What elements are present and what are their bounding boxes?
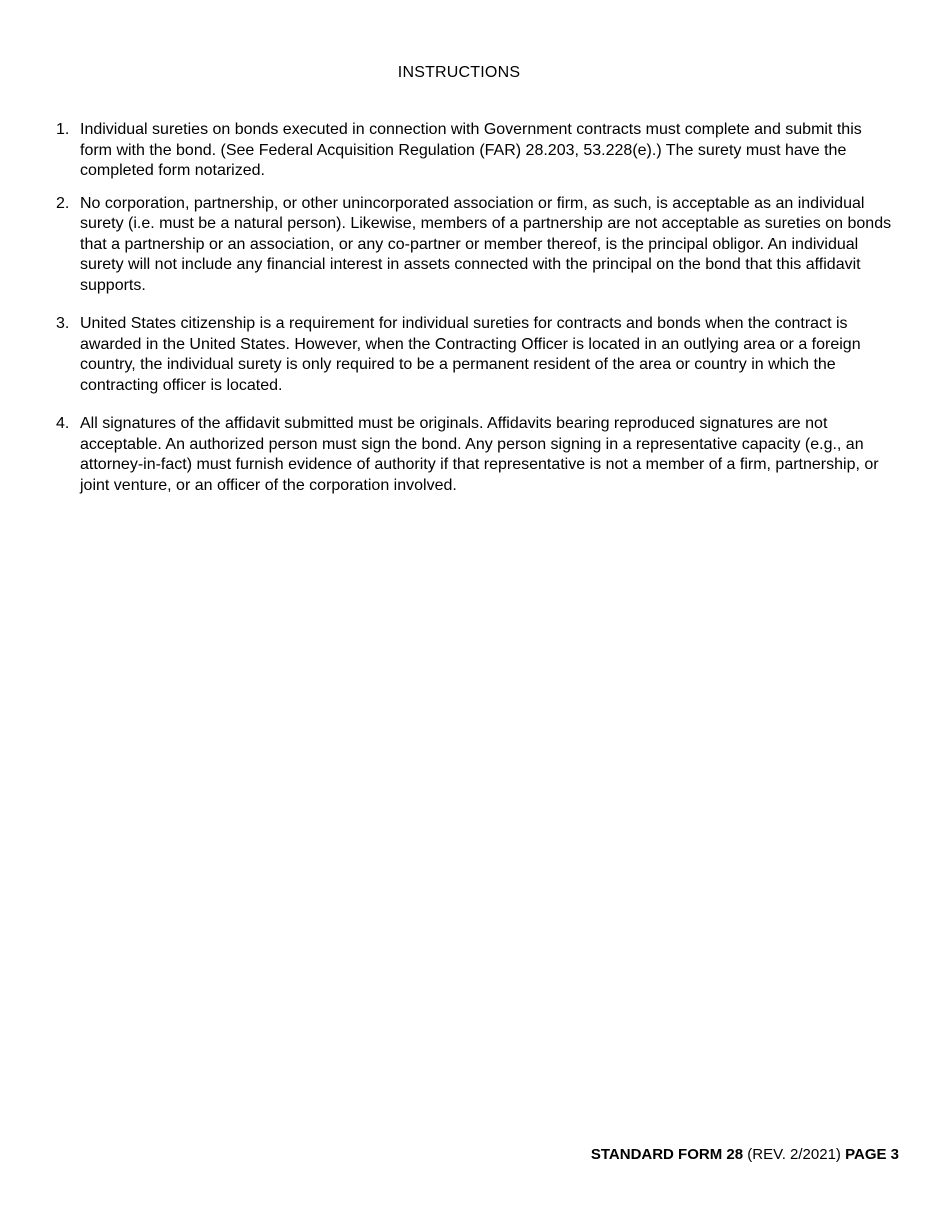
footer-revision: (REV. 2/2021) (747, 1146, 841, 1163)
instruction-item-4 (56, 414, 894, 496)
instruction-item-2 (56, 194, 894, 297)
footer-page-number: PAGE 3 (845, 1146, 899, 1163)
page-title: INSTRUCTIONS (397, 64, 521, 81)
instruction-number: 1. (56, 121, 70, 138)
instruction-text: Individual sureties on bonds executed in connection with Government contracts must complete and submit this form with the bond. (See Federal Acquisition Regulation (FAR) 28.203, 53.228(e).) The surety must have the completed form notarized. (80, 121, 862, 179)
instruction-text: All signatures of the affidavit submitted must be originals. Affidavits bearing reproduced signatures are not acceptable. An authorized person must sign the bond. Any person signing in a representative capacity (e.g., an attorney-in-fact) must furnish evidence of authority if that representative is not a member of a firm, partnership, or joint venture, or an officer of the corporation involved. (80, 415, 879, 494)
instruction-number: 3. (56, 315, 70, 332)
instruction-text: No corporation, partnership, or other unincorporated association or firm, as such, is acceptable as an individual surety (i.e. must be a natural person). Likewise, members of a partnership are not acceptable as sureties on bonds that a partnership or an association, or any co-partner or member thereof, is the principal obligor. An individual surety will not include any financial interest in assets connected with the principal on the bond that this affidavit supports. (80, 194, 892, 294)
instruction-item-1 (56, 120, 894, 182)
instruction-text: United States citizenship is a requirement for individual sureties for contracts and bonds when the contract is awarded in the United States. However, when the Contracting Officer is located in an outlying area or a foreign country, the individual surety is only required to be a permanent resident of the area or country in which the contracting officer is located. (80, 315, 861, 394)
instruction-number: 2. (56, 194, 70, 212)
instructions-list (56, 120, 894, 496)
footer-form-name: STANDARD FORM 28 (590, 1146, 744, 1163)
instruction-number: 4. (56, 415, 70, 432)
instruction-item-3 (56, 314, 894, 396)
form-footer (591, 1146, 899, 1163)
